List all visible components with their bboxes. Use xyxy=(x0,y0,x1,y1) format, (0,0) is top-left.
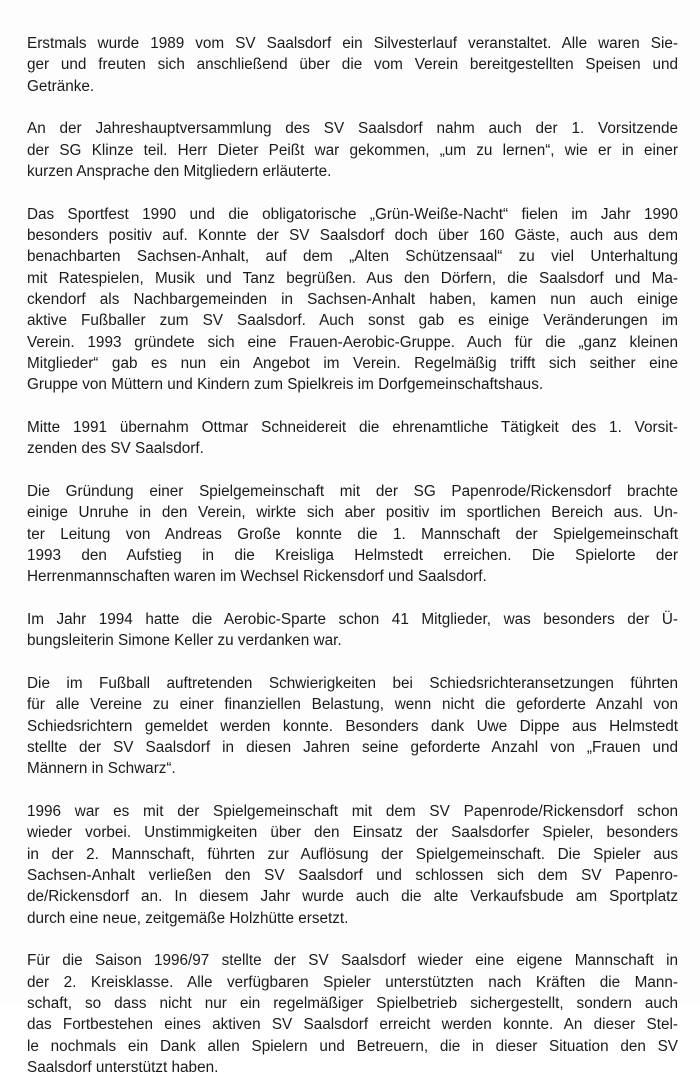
text-line: ter Leitung von Andreas Große konnte die 1. Mannschaft der Spielgemeinschaft xyxy=(27,525,678,543)
paragraph-silvesterlauf xyxy=(27,33,678,97)
text-line: Gruppe von Müttern und Kindern zum Spielkreis im Dorfgemeinschaftshaus. xyxy=(27,376,544,394)
text-line: wieder vorbei. Unstimmigkeiten über den Einsatz der Saalsdorfer Spieler, besonders xyxy=(27,824,678,842)
text-line: An der Jahreshauptversammlung des SV Saalsdorf nahm auch der 1. Vorsitzende xyxy=(27,120,678,138)
text-line: bungsleiterin Simone Keller zu verdanken war. xyxy=(27,632,342,650)
text-line: kurzen Ansprache den Mitgliedern erläuterte. xyxy=(27,162,332,180)
paragraph-jahreshauptversammlung xyxy=(27,118,678,182)
text-line: der 2. Kreisklasse. Alle verfügbaren Spieler unterstützten nach Kräften die Mann- xyxy=(27,973,678,991)
text-line: schaft, so dass nicht nur ein regelmäßiger Spielbetrieb sichergestellt, sondern auch xyxy=(27,994,678,1012)
text-line: le nochmals ein Dank allen Spielern und Betreuern, die in dieser Situation den SV xyxy=(27,1037,678,1055)
text-line: zenden des SV Saalsdorf. xyxy=(27,440,204,458)
text-line: Getränke. xyxy=(27,77,95,95)
text-line: Schiedsrichtern gemeldet werden konnte. Besonders dank Uwe Dippe aus Helmstedt xyxy=(27,717,678,735)
text-line: ger und freuten sich anschließend über die vom Verein bereitgestellten Speisen und xyxy=(27,56,678,74)
text-line: Saalsdorf unterstützt haben. xyxy=(27,1058,219,1076)
text-line: 1993 den Aufstieg in die Kreisliga Helmstedt erreichen. Die Spielorte der xyxy=(27,546,678,564)
paragraph-aufloesung-1996 xyxy=(27,801,678,929)
text-line: Das Sportfest 1990 und die obligatorische „Grün-Weiße-Nacht“ fielen im Jahr 1990 xyxy=(27,205,678,223)
text-line: das Fortbestehen eines aktiven SV Saalsdorf erreicht werden konnte. An dieser Stel- xyxy=(27,1016,678,1034)
text-line: Erstmals wurde 1989 vom SV Saalsdorf ein Silvesterlauf veranstaltet. Alle waren Sie- xyxy=(27,35,678,52)
text-line: 1996 war es mit der Spielgemeinschaft mit dem SV Papenrode/Rickensdorf schon xyxy=(27,803,678,821)
text-line: Die im Fußball auftretenden Schwierigkeiten bei Schiedsrichteransetzungen führten xyxy=(27,675,678,693)
text-line: benachbarten Sachsen-Anhalt, auf dem „Alten Schützensaal“ zu viel Unterhaltung xyxy=(27,248,678,266)
paragraph-vorsitzender-1991 xyxy=(27,417,678,460)
text-line: Mitte 1991 übernahm Ottmar Schneidereit die ehrenamtliche Tätigkeit des 1. Vorsit- xyxy=(27,418,678,436)
text-line: Für die Saison 1996/97 stellte der SV Saalsdorf wieder eine eigene Mannschaft in xyxy=(27,952,678,970)
text-line: Im Jahr 1994 hatte die Aerobic-Sparte schon 41 Mitglieder, was besonders der Ü- xyxy=(27,611,678,629)
text-line: Männern in Schwarz“. xyxy=(27,760,176,778)
text-line: ckendorf als Nachbargemeinden in Sachsen-Anhalt haben, kamen nun auch einige xyxy=(27,290,678,308)
text-line: de/Rickensdorf an. In diesem Jahr wurde auch die alte Verkaufsbude am Sportplatz xyxy=(27,888,678,906)
text-line: aktive Fußballer zum SV Saalsdorf. Auch sonst gab es einige Veränderungen im xyxy=(27,312,678,330)
text-line: stellte der SV Saalsdorf in diesen Jahren seine geforderte Anzahl von „Frauen und xyxy=(27,739,678,757)
text-line: besonders positiv auf. Konnte der SV Saalsdorf doch über 160 Gäste, auch aus dem xyxy=(27,227,678,245)
text-line: Die Gründung einer Spielgemeinschaft mit der SG Papenrode/Rickensdorf brachte xyxy=(27,483,678,501)
text-line: in der 2. Mannschaft, führten zur Auflösung der Spielgemeinschaft. Die Spieler aus xyxy=(27,845,678,863)
text-line: Mitglieder“ gab es nun ein Angebot im Verein. Regelmäßig trifft sich seither eine xyxy=(27,354,678,372)
text-line: Herrenmannschaften waren im Wechsel Rickensdorf und Saalsdorf. xyxy=(27,568,487,586)
text-line: einige Unruhe in den Verein, wirkte sich aber positiv im sportlichen Bereich aus. Un- xyxy=(27,504,678,522)
paragraph-spielgemeinschaft xyxy=(27,481,678,587)
text-line: für alle Vereine zu einer finanziellen Belastung, wenn nicht die geforderte Anzahl von xyxy=(27,696,678,714)
paragraph-sportfest-1990 xyxy=(27,204,678,396)
paragraph-saison-1996-97 xyxy=(27,950,678,1078)
paragraph-schiedsrichter xyxy=(27,673,678,779)
text-line: der SG Klinze teil. Herr Dieter Peißt war gekommen, „um zu lernen“, wie er in einer xyxy=(27,141,678,159)
text-line: Sachsen-Anhalt verließen den SV Saalsdorf und schlossen sich dem SV Papenro- xyxy=(27,867,678,884)
text-line: mit Ratespielen, Musik und Tanz begrüßen. Aus den Dörfern, die Saalsdorf und Ma- xyxy=(27,269,678,287)
paragraph-aerobic-1994 xyxy=(27,609,678,652)
text-line: durch eine neue, zeitgemäße Holzhütte ersetzt. xyxy=(27,909,349,927)
text-line: Verein. 1993 gründete sich eine Frauen-Aerobic-Gruppe. Auch für die „ganz kleinen xyxy=(27,333,678,351)
